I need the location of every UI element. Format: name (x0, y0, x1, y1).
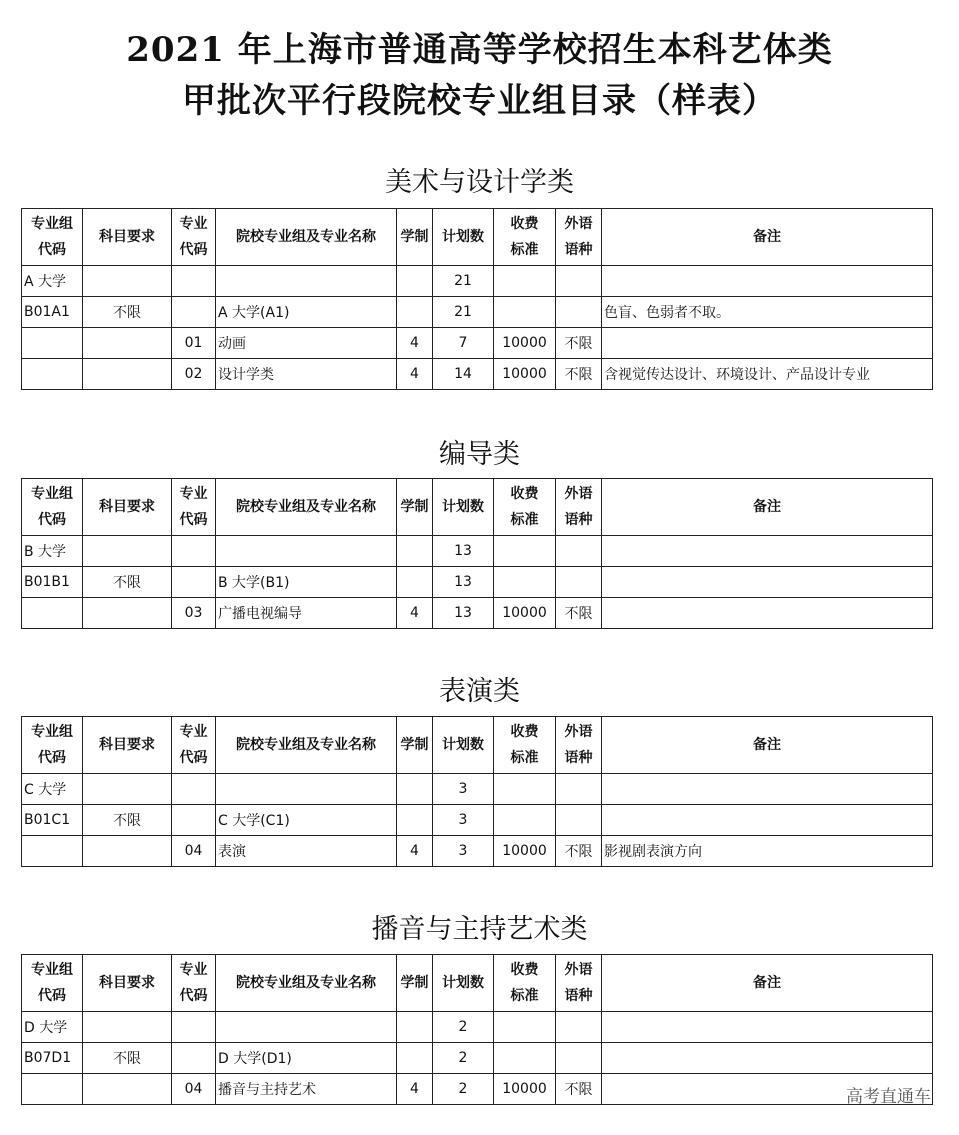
cell-name: 表演 (216, 836, 397, 867)
cell-name: B 大学(B1) (216, 567, 397, 598)
cell-lang (556, 266, 602, 297)
cell-years: 4 (397, 1074, 433, 1105)
cell-note (602, 567, 933, 598)
header-fee: 收费 标准 (494, 955, 556, 1012)
cell-years (397, 266, 433, 297)
cell-fee: 10000 (494, 836, 556, 867)
cell-group-code (22, 1074, 83, 1105)
header-fee: 收费 标准 (494, 479, 556, 536)
header-group-code: 专业组 代码 (22, 955, 83, 1012)
cell-subject-req: 不限 (83, 805, 172, 836)
cell-group-code (22, 836, 83, 867)
cell-major-code: 04 (172, 836, 216, 867)
header-subject-req: 科目要求 (83, 955, 172, 1012)
header-lang: 外语 语种 (556, 209, 602, 266)
cell-years (397, 774, 433, 805)
cell-major-code (172, 774, 216, 805)
table-row (22, 328, 933, 359)
header-lang: 外语 语种 (556, 479, 602, 536)
cell-note (602, 805, 933, 836)
cell-subject-req (83, 774, 172, 805)
table-header-row (22, 955, 933, 1012)
section-title-performance: 表演类 (439, 676, 520, 707)
header-name: 院校专业组及专业名称 (216, 717, 397, 774)
section-title-broadcasting: 播音与主持艺术类 (371, 914, 588, 945)
section-title-art-design: 美术与设计学类 (385, 167, 574, 198)
cell-major-code (172, 567, 216, 598)
cell-years: 4 (397, 359, 433, 390)
cell-group-code: B01A1 (22, 297, 83, 328)
cell-name: C 大学(C1) (216, 805, 397, 836)
watermark: 高考直通车 (846, 1087, 931, 1107)
cell-group-code: B01B1 (22, 567, 83, 598)
cell-fee (494, 1012, 556, 1043)
cell-group-code (22, 359, 83, 390)
header-plan: 计划数 (433, 479, 494, 536)
cell-name (216, 266, 397, 297)
header-major-code: 专业 代码 (172, 955, 216, 1012)
cell-years (397, 805, 433, 836)
header-group-code: 专业组 代码 (22, 717, 83, 774)
header-years: 学制 (397, 479, 433, 536)
cell-name: D 大学(D1) (216, 1043, 397, 1074)
header-fee: 收费 标准 (494, 717, 556, 774)
catalog-table-art-design (21, 208, 933, 390)
table-row (22, 598, 933, 629)
cell-fee (494, 1043, 556, 1074)
catalog-table-directing (21, 478, 933, 629)
cell-name: 播音与主持艺术 (216, 1074, 397, 1105)
cell-name (216, 536, 397, 567)
table-row (22, 1012, 933, 1043)
cell-major-code (172, 1012, 216, 1043)
cell-fee (494, 297, 556, 328)
cell-years: 4 (397, 598, 433, 629)
cell-years (397, 536, 433, 567)
cell-name: 设计学类 (216, 359, 397, 390)
cell-fee: 10000 (494, 359, 556, 390)
header-name: 院校专业组及专业名称 (216, 479, 397, 536)
header-subject-req: 科目要求 (83, 717, 172, 774)
header-subject-req: 科目要求 (83, 479, 172, 536)
cell-subject-req: 不限 (83, 1043, 172, 1074)
header-name: 院校专业组及专业名称 (216, 955, 397, 1012)
cell-plan: 13 (433, 536, 494, 567)
header-fee: 收费 标准 (494, 209, 556, 266)
cell-group-code: C 大学 (22, 774, 83, 805)
cell-fee (494, 774, 556, 805)
cell-name: 动画 (216, 328, 397, 359)
cell-lang: 不限 (556, 328, 602, 359)
cell-plan: 3 (433, 805, 494, 836)
header-years: 学制 (397, 209, 433, 266)
cell-plan: 13 (433, 598, 494, 629)
cell-fee: 10000 (494, 1074, 556, 1105)
cell-fee: 10000 (494, 598, 556, 629)
cell-lang: 不限 (556, 1074, 602, 1105)
cell-plan: 13 (433, 567, 494, 598)
cell-plan: 3 (433, 774, 494, 805)
cell-subject-req (83, 836, 172, 867)
cell-years: 4 (397, 836, 433, 867)
header-note: 备注 (602, 479, 933, 536)
cell-note (602, 598, 933, 629)
cell-name: 广播电视编导 (216, 598, 397, 629)
cell-subject-req (83, 536, 172, 567)
header-note: 备注 (602, 209, 933, 266)
cell-major-code: 03 (172, 598, 216, 629)
cell-fee (494, 266, 556, 297)
table-row (22, 536, 933, 567)
table-row (22, 297, 933, 328)
cell-fee (494, 805, 556, 836)
cell-years (397, 567, 433, 598)
cell-note: 色盲、色弱者不取。 (602, 297, 933, 328)
cell-name (216, 1012, 397, 1043)
cell-lang (556, 567, 602, 598)
cell-years (397, 297, 433, 328)
table-row (22, 805, 933, 836)
catalog-table-performance (21, 716, 933, 867)
cell-subject-req (83, 1012, 172, 1043)
cell-plan: 21 (433, 266, 494, 297)
cell-group-code: B01C1 (22, 805, 83, 836)
cell-plan: 3 (433, 836, 494, 867)
section-title-directing: 编导类 (439, 439, 520, 470)
cell-major-code: 01 (172, 328, 216, 359)
cell-lang (556, 1012, 602, 1043)
cell-fee (494, 567, 556, 598)
cell-major-code (172, 266, 216, 297)
table-row (22, 359, 933, 390)
cell-plan: 2 (433, 1012, 494, 1043)
cell-note (602, 774, 933, 805)
table-header-row (22, 717, 933, 774)
header-major-code: 专业 代码 (172, 717, 216, 774)
cell-plan: 2 (433, 1074, 494, 1105)
header-plan: 计划数 (433, 955, 494, 1012)
header-plan: 计划数 (433, 209, 494, 266)
header-major-code: 专业 代码 (172, 479, 216, 536)
cell-years (397, 1043, 433, 1074)
cell-note (602, 536, 933, 567)
header-major-code: 专业 代码 (172, 209, 216, 266)
cell-lang (556, 774, 602, 805)
cell-fee: 10000 (494, 328, 556, 359)
cell-group-code: A 大学 (22, 266, 83, 297)
header-years: 学制 (397, 955, 433, 1012)
cell-major-code (172, 1043, 216, 1074)
table-row (22, 266, 933, 297)
cell-plan: 7 (433, 328, 494, 359)
cell-lang: 不限 (556, 836, 602, 867)
cell-subject-req (83, 328, 172, 359)
page-title-line-2: 甲批次平行段院校专业组目录（样表） (182, 81, 777, 121)
header-years: 学制 (397, 717, 433, 774)
cell-lang (556, 805, 602, 836)
table-header-row (22, 479, 933, 536)
cell-group-code: D 大学 (22, 1012, 83, 1043)
cell-lang (556, 297, 602, 328)
cell-note (602, 266, 933, 297)
table-header-row (22, 209, 933, 266)
cell-lang: 不限 (556, 359, 602, 390)
cell-fee (494, 536, 556, 567)
cell-lang (556, 536, 602, 567)
cell-note (602, 1043, 933, 1074)
cell-plan: 21 (433, 297, 494, 328)
cell-name: A 大学(A1) (216, 297, 397, 328)
cell-group-code: B 大学 (22, 536, 83, 567)
cell-years (397, 1012, 433, 1043)
cell-years: 4 (397, 328, 433, 359)
header-lang: 外语 语种 (556, 717, 602, 774)
cell-lang (556, 1043, 602, 1074)
table-row (22, 1074, 933, 1105)
cell-major-code: 02 (172, 359, 216, 390)
cell-subject-req (83, 359, 172, 390)
header-note: 备注 (602, 717, 933, 774)
cell-subject-req: 不限 (83, 297, 172, 328)
cell-note (602, 328, 933, 359)
cell-note (602, 1012, 933, 1043)
table-row (22, 567, 933, 598)
cell-subject-req: 不限 (83, 567, 172, 598)
header-plan: 计划数 (433, 717, 494, 774)
header-lang: 外语 语种 (556, 955, 602, 1012)
cell-group-code (22, 328, 83, 359)
table-row (22, 774, 933, 805)
table-row (22, 836, 933, 867)
cell-group-code: B07D1 (22, 1043, 83, 1074)
catalog-table-broadcasting (21, 954, 933, 1105)
cell-plan: 14 (433, 359, 494, 390)
header-group-code: 专业组 代码 (22, 209, 83, 266)
cell-subject-req (83, 1074, 172, 1105)
cell-subject-req (83, 266, 172, 297)
cell-group-code (22, 598, 83, 629)
cell-major-code (172, 297, 216, 328)
header-name: 院校专业组及专业名称 (216, 209, 397, 266)
cell-major-code (172, 536, 216, 567)
cell-subject-req (83, 598, 172, 629)
cell-name (216, 774, 397, 805)
header-subject-req: 科目要求 (83, 209, 172, 266)
cell-lang: 不限 (556, 598, 602, 629)
header-note: 备注 (602, 955, 933, 1012)
page-title-line-1: 2021 年上海市普通高等学校招生本科艺体类 (126, 30, 833, 70)
cell-major-code: 04 (172, 1074, 216, 1105)
cell-note: 影视剧表演方向 (602, 836, 933, 867)
header-group-code: 专业组 代码 (22, 479, 83, 536)
cell-note: 含视觉传达设计、环境设计、产品设计专业 (602, 359, 933, 390)
table-row (22, 1043, 933, 1074)
cell-major-code (172, 805, 216, 836)
cell-plan: 2 (433, 1043, 494, 1074)
